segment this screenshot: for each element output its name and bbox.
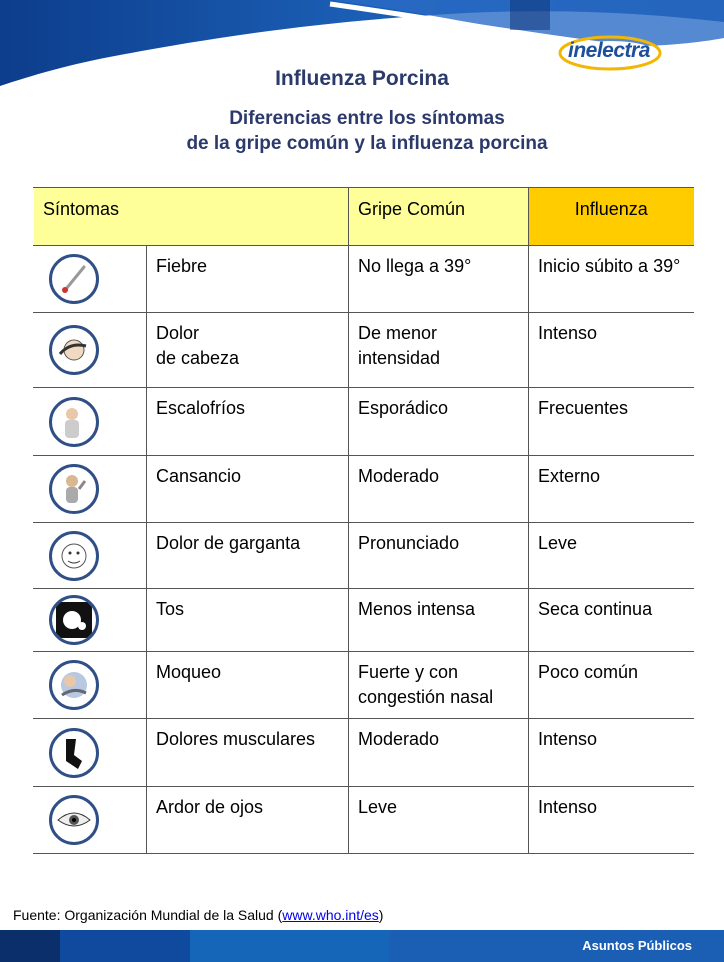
source-suffix: ): [378, 907, 384, 923]
runny-nose-icon: [49, 660, 99, 710]
common-flu-value: Pronunciado: [349, 523, 529, 589]
symptom-name: Dolor de garganta: [147, 523, 349, 589]
symptom-name: Moqueo: [147, 652, 349, 719]
symptom-name: Escalofríos: [147, 388, 349, 456]
table-row: [34, 388, 694, 456]
table-row: [34, 456, 694, 523]
table-row: [34, 589, 694, 652]
influenza-value: Intenso: [529, 719, 694, 787]
table-row: [34, 246, 694, 313]
symptom-icon-cell: [34, 523, 147, 589]
symptom-icon-cell: [34, 719, 147, 787]
chills-icon: [49, 397, 99, 447]
common-flu-value: Moderado: [349, 719, 529, 787]
common-flu-value: De menor intensidad: [349, 313, 529, 388]
symptom-icon-cell: [34, 652, 147, 719]
common-flu-value: Fuerte y con congestión nasal: [349, 652, 529, 719]
muscle-pain-icon: [49, 728, 99, 778]
fatigue-icon: [49, 464, 99, 514]
influenza-value: Externo: [529, 456, 694, 523]
symptom-name: Dolor de cabeza: [147, 313, 349, 388]
symptom-icon-cell: [34, 787, 147, 854]
thermometer-icon: [49, 254, 99, 304]
page-title: Influenza Porcina: [275, 67, 449, 90]
influenza-value: Inicio súbito a 39°: [529, 246, 694, 313]
table-row: [34, 313, 694, 388]
header-symptoms: Síntomas: [34, 188, 349, 246]
table-header-row: [34, 188, 694, 246]
influenza-value: Frecuentes: [529, 388, 694, 456]
who-link[interactable]: www.who.int/es: [282, 907, 379, 923]
symptom-name: Fiebre: [147, 246, 349, 313]
sore-throat-icon: [49, 531, 99, 581]
subtitle-line-2: de la gripe común y la influenza porcina: [186, 133, 548, 154]
influenza-value: Leve: [529, 523, 694, 589]
symptom-icon-cell: [34, 456, 147, 523]
common-flu-value: No llega a 39°: [349, 246, 529, 313]
cough-icon: [49, 595, 99, 645]
influenza-value: Poco común: [529, 652, 694, 719]
symptom-name: Cansancio: [147, 456, 349, 523]
influenza-value: Seca continua: [529, 589, 694, 652]
symptom-icon-cell: [34, 246, 147, 313]
header-common-flu: Gripe Común: [349, 188, 529, 246]
table-row: [34, 719, 694, 787]
influenza-value: Intenso: [529, 787, 694, 854]
symptom-icon-cell: [34, 589, 147, 652]
footer-source: [13, 907, 383, 923]
influenza-value: Intenso: [529, 313, 694, 388]
symptoms-table: [33, 187, 694, 854]
table-row: [34, 787, 694, 854]
subtitle-line-1: Diferencias entre los síntomas: [229, 108, 505, 129]
table-row: [34, 652, 694, 719]
eye-icon: [49, 795, 99, 845]
common-flu-value: Moderado: [349, 456, 529, 523]
symptom-name: Tos: [147, 589, 349, 652]
header-influenza: Influenza: [529, 188, 694, 246]
symptom-icon-cell: [34, 388, 147, 456]
table-row: [34, 523, 694, 589]
symptom-icon-cell: [34, 313, 147, 388]
common-flu-value: Esporádico: [349, 388, 529, 456]
footer-department: Asuntos Públicos: [582, 938, 692, 953]
logo-text: inelectra: [568, 39, 650, 62]
headache-icon: [49, 325, 99, 375]
common-flu-value: Menos intensa: [349, 589, 529, 652]
common-flu-value: Leve: [349, 787, 529, 854]
symptom-name: Dolores musculares: [147, 719, 349, 787]
page-subtitle: [0, 106, 724, 156]
source-prefix: Fuente: Organización Mundial de la Salud (: [13, 907, 283, 923]
symptom-name: Ardor de ojos: [147, 787, 349, 854]
